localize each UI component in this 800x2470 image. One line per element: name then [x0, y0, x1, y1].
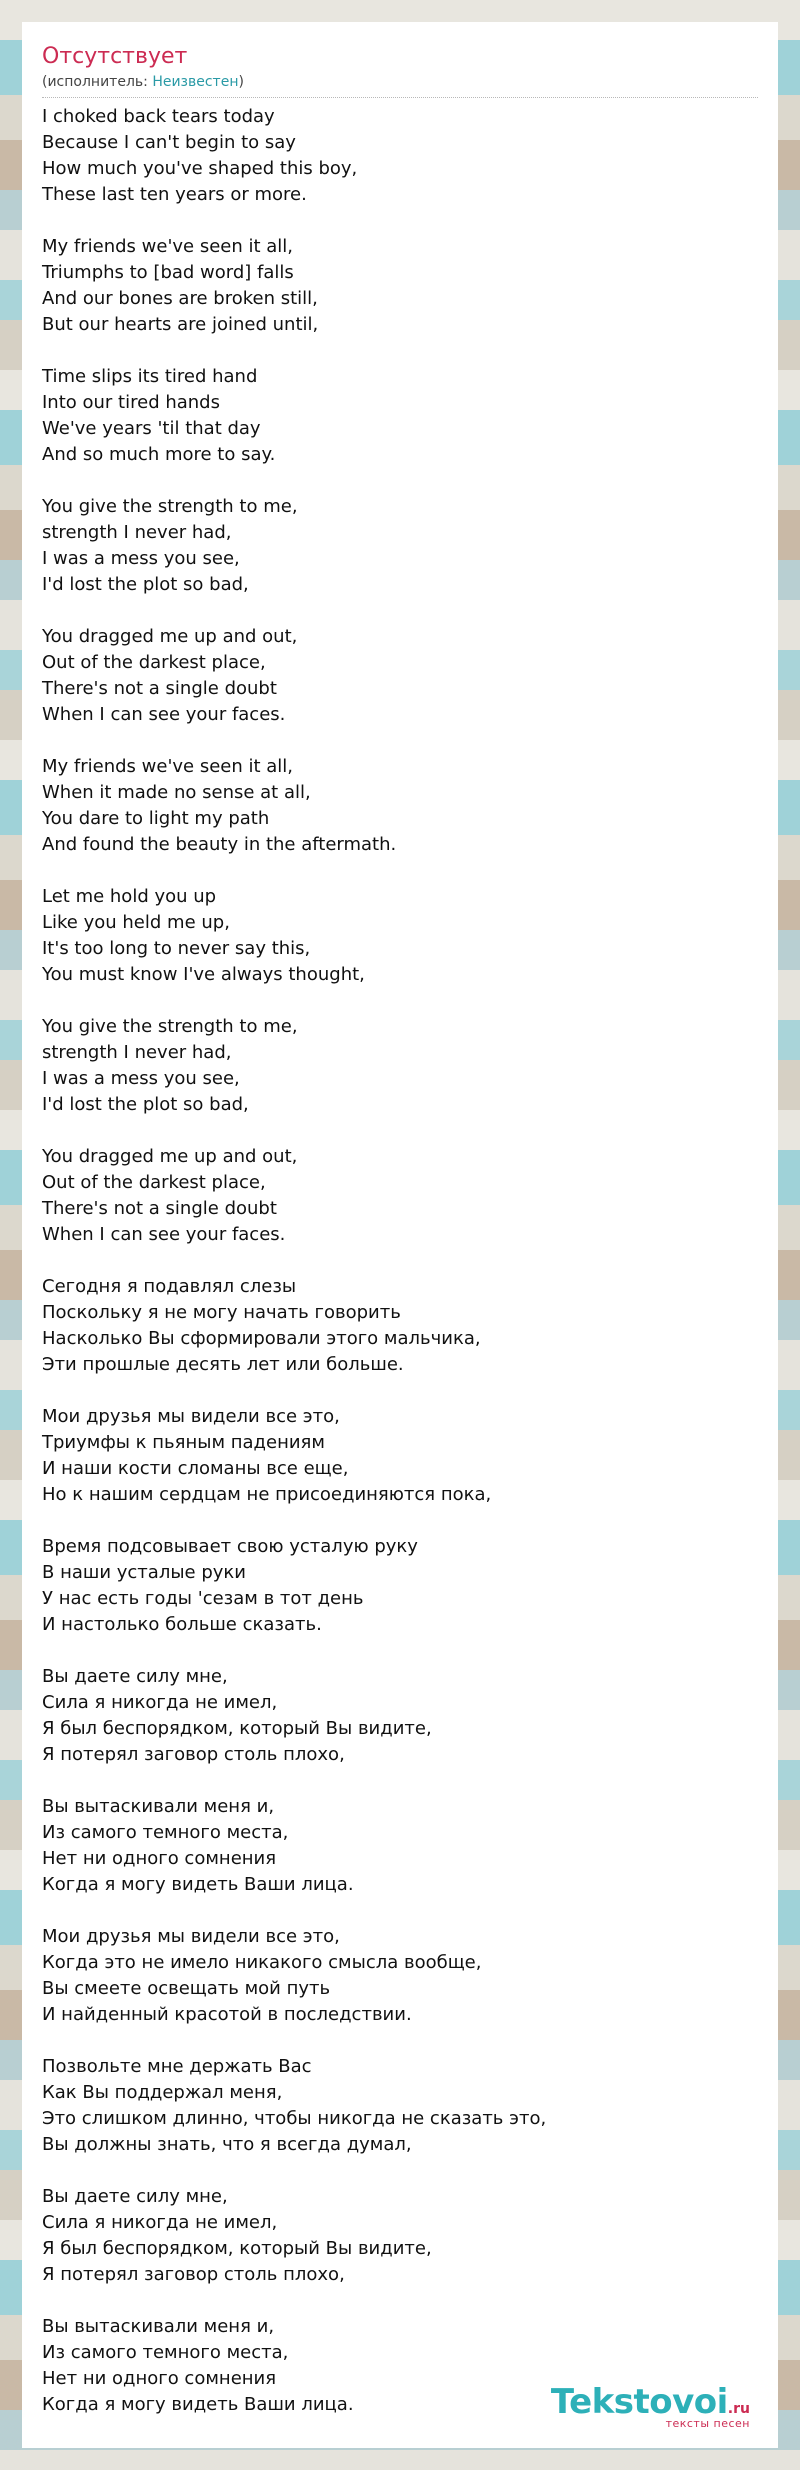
lyrics-stanza — [42, 2054, 758, 2158]
lyrics-stanza — [42, 2184, 758, 2288]
site-logo[interactable] — [550, 2382, 750, 2430]
lyrics-line: В наши усталые руки — [42, 1562, 246, 1583]
lyrics-line: Я потерял заговор столь плохо, — [42, 2264, 345, 2285]
lyrics-line: Поскольку я не могу начать говорить — [42, 1302, 401, 1323]
lyrics-line: Triumphs to [bad word] falls — [42, 262, 294, 283]
lyrics-line: Вы даете силу мне, — [42, 1666, 228, 1687]
lyrics-stanza — [42, 1404, 758, 1508]
lyrics-line: Сила я никогда не имел, — [42, 2212, 278, 2233]
lyrics-line: И наши кости сломаны все еще, — [42, 1458, 349, 1479]
lyrics-line: Let me hold you up — [42, 886, 217, 907]
lyrics-line: But our hearts are joined until, — [42, 314, 319, 335]
lyrics-line: strength I never had, — [42, 1042, 232, 1063]
lyrics-line: When I can see your faces. — [42, 1224, 286, 1245]
lyrics-line: Вы вытаскивали меня и, — [42, 2316, 275, 2337]
lyrics-line: I'd lost the plot so bad, — [42, 1094, 249, 1115]
lyrics-stanza — [42, 1924, 758, 2028]
lyrics-line: Эти прошлые десять лет или больше. — [42, 1354, 404, 1375]
lyrics-line: Вы вытаскивали меня и, — [42, 1796, 275, 1817]
lyrics-line: Когда я могу видеть Ваши лица. — [42, 1874, 354, 1895]
lyrics-line: You dragged me up and out, — [42, 1146, 298, 1167]
lyrics-line: I'd lost the plot so bad, — [42, 574, 249, 595]
lyrics-text — [42, 104, 758, 2444]
artist-prefix: (исполнитель: — [42, 74, 153, 90]
lyrics-line: There's not a single doubt — [42, 678, 277, 699]
lyrics-stanza — [42, 884, 758, 988]
lyrics-line: Я был беспорядком, который Вы видите, — [42, 2238, 432, 2259]
lyrics-line: You dare to light my path — [42, 808, 270, 829]
lyrics-line: Когда я могу видеть Ваши лица. — [42, 2394, 354, 2415]
lyrics-line: Нет ни одного сомнения — [42, 1848, 277, 1869]
lyrics-stanza — [42, 624, 758, 728]
lyrics-line: You must know I've always thought, — [42, 964, 365, 985]
logo-domain-text: .ru — [727, 2401, 750, 2417]
lyrics-line: My friends we've seen it all, — [42, 756, 294, 777]
lyrics-line: Time slips its tired hand — [42, 366, 258, 387]
lyrics-stanza — [42, 1664, 758, 1768]
lyrics-line: Из самого темного места, — [42, 1822, 289, 1843]
lyrics-stanza — [42, 1144, 758, 1248]
lyrics-line: Out of the darkest place, — [42, 1172, 266, 1193]
lyrics-line: How much you've shaped this boy, — [42, 158, 358, 179]
lyrics-card — [22, 22, 778, 2448]
lyrics-line: Мои друзья мы видели все это, — [42, 1926, 340, 1947]
lyrics-line: Это слишком длинно, чтобы никогда не сказать это, — [42, 2108, 547, 2129]
lyrics-line: These last ten years or more. — [42, 184, 307, 205]
lyrics-line: Like you held me up, — [42, 912, 230, 933]
lyrics-line: And found the beauty in the aftermath. — [42, 834, 397, 855]
artist-line — [42, 73, 758, 91]
lyrics-stanza — [42, 494, 758, 598]
lyrics-line: Я потерял заговор столь плохо, — [42, 1744, 345, 1765]
lyrics-line: Когда это не имело никакого смысла вообще, — [42, 1952, 482, 1973]
lyrics-line: Out of the darkest place, — [42, 652, 266, 673]
lyrics-line: Триумфы к пьяным падениям — [42, 1432, 325, 1453]
lyrics-line: Into our tired hands — [42, 392, 220, 413]
lyrics-line: И найденный красотой в последствии. — [42, 2004, 412, 2025]
lyrics-line: Из самого темного места, — [42, 2342, 289, 2363]
lyrics-line: И настолько больше сказать. — [42, 1614, 322, 1635]
lyrics-line: You give the strength to me, — [42, 1016, 298, 1037]
lyrics-line: Вы даете силу мне, — [42, 2186, 228, 2207]
lyrics-stanza — [42, 1794, 758, 1898]
artist-link[interactable]: Неизвестен — [152, 74, 239, 90]
artist-suffix: ) — [238, 74, 244, 90]
lyrics-line: Сила я никогда не имел, — [42, 1692, 278, 1713]
logo-tagline: тексты песен — [665, 2417, 750, 2430]
lyrics-line: У нас есть годы 'сезам в тот день — [42, 1588, 364, 1609]
song-header — [42, 44, 758, 98]
lyrics-line: It's too long to never say this, — [42, 938, 311, 959]
song-title: Отсутствует — [42, 44, 188, 69]
lyrics-stanza — [42, 1274, 758, 1378]
lyrics-line: Вы смеете освещать мой путь — [42, 1978, 331, 1999]
lyrics-line: Время подсовывает свою усталую руку — [42, 1536, 418, 1557]
lyrics-line: And our bones are broken still, — [42, 288, 318, 309]
lyrics-line: There's not a single doubt — [42, 1198, 277, 1219]
lyrics-line: Because I can't begin to say — [42, 132, 296, 153]
lyrics-line: We've years 'til that day — [42, 418, 261, 439]
lyrics-line: I choked back tears today — [42, 106, 275, 127]
lyrics-line: I was a mess you see, — [42, 548, 240, 569]
lyrics-stanza — [42, 234, 758, 338]
lyrics-line: Мои друзья мы видели все это, — [42, 1406, 340, 1427]
lyrics-line: Сегодня я подавлял слезы — [42, 1276, 297, 1297]
lyrics-stanza — [42, 754, 758, 858]
lyrics-line: strength I never had, — [42, 522, 232, 543]
lyrics-line: You give the strength to me, — [42, 496, 298, 517]
logo-main-text: Tekstovoi — [550, 2382, 728, 2422]
lyrics-line: You dragged me up and out, — [42, 626, 298, 647]
lyrics-line: Я был беспорядком, который Вы видите, — [42, 1718, 432, 1739]
lyrics-stanza — [42, 104, 758, 208]
lyrics-line: Но к нашим сердцам не присоединяются пока, — [42, 1484, 492, 1505]
lyrics-line: When it made no sense at all, — [42, 782, 311, 803]
lyrics-stanza — [42, 364, 758, 468]
lyrics-line: When I can see your faces. — [42, 704, 286, 725]
lyrics-line: And so much more to say. — [42, 444, 276, 465]
lyrics-line: Нет ни одного сомнения — [42, 2368, 277, 2389]
lyrics-line: Как Вы поддержал меня, — [42, 2082, 283, 2103]
lyrics-line: Вы должны знать, что я всегда думал, — [42, 2134, 412, 2155]
lyrics-line: My friends we've seen it all, — [42, 236, 294, 257]
lyrics-stanza — [42, 1534, 758, 1638]
lyrics-line: Насколько Вы сформировали этого мальчика, — [42, 1328, 481, 1349]
lyrics-stanza — [42, 1014, 758, 1118]
lyrics-line: Позвольте мне держать Вас — [42, 2056, 312, 2077]
lyrics-line: I was a mess you see, — [42, 1068, 240, 1089]
